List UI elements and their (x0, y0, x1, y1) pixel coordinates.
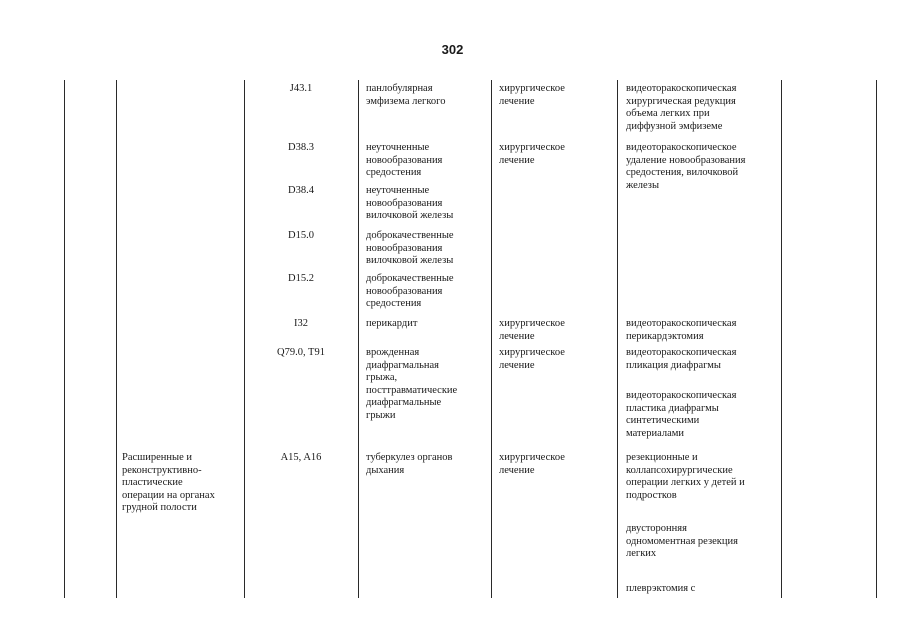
diagnosis-cell: неуточненные новообразования вилочковой железы (366, 185, 454, 222)
column-rule (116, 80, 117, 598)
diagnosis-cell: доброкачественные новообразования средостения (366, 273, 454, 310)
icd-code: A15, A16 (280, 452, 322, 463)
column-rule (781, 80, 782, 598)
method-cell: плеврэктомия с (626, 583, 696, 594)
method-cell: двусторонняя одномоментная резекция легких (626, 523, 738, 560)
icd-code: Q79.0, T91 (277, 347, 325, 358)
icd-code: D15.2 (288, 273, 314, 284)
diagnosis-cell: доброкачественные новообразования вилочковой железы (366, 230, 454, 267)
procedure-group-cell: Расширенные и реконструктивно- пластические операции на органах грудной полости (122, 452, 215, 514)
column-rule (64, 80, 65, 598)
method-cell: видеоторакоскопическая перикардэктомия (626, 318, 737, 342)
diagnosis-cell: неуточненные новообразования средостения (366, 142, 443, 179)
column-rule (617, 80, 618, 598)
diagnosis-cell: перикардит (366, 318, 418, 329)
column-rule (491, 80, 492, 598)
treatment-cell: хирургическое лечение (499, 452, 565, 476)
icd-code: I32 (294, 318, 308, 329)
column-rule (244, 80, 245, 598)
treatment-cell: хирургическое лечение (499, 83, 565, 107)
method-cell: резекционные и коллапсохирургические операции легких у детей и подростков (626, 452, 745, 501)
treatment-cell: хирургическое лечение (499, 347, 565, 371)
icd-code: D15.0 (288, 230, 314, 241)
icd-code: J43.1 (289, 83, 313, 94)
diagnosis-cell: врожденная диафрагмальная грыжа, посттравматические диафрагмальные грыжи (366, 347, 458, 421)
diagnosis-cell: туберкулез органов дыхания (366, 452, 453, 476)
method-cell: видеоторакоскопическая пликация диафрагмы (626, 347, 737, 371)
icd-code: D38.3 (288, 142, 314, 153)
page-number: 302 (441, 42, 464, 57)
diagnosis-cell: панлобулярная эмфизема легкого (366, 83, 446, 107)
method-cell: видеоторакоскопическое удаление новообразования средостения, вилочковой железы (626, 142, 746, 191)
treatment-cell: хирургическое лечение (499, 318, 565, 342)
method-cell: видеоторакоскопическая пластика диафрагмы синтетическими материалами (626, 390, 737, 439)
column-rule (876, 80, 877, 598)
method-cell: видеоторакоскопическая хирургическая редукция объема легких при диффузной эмфиземе (626, 83, 737, 132)
icd-code: D38.4 (288, 185, 314, 196)
treatment-cell: хирургическое лечение (499, 142, 565, 166)
column-rule (358, 80, 359, 598)
